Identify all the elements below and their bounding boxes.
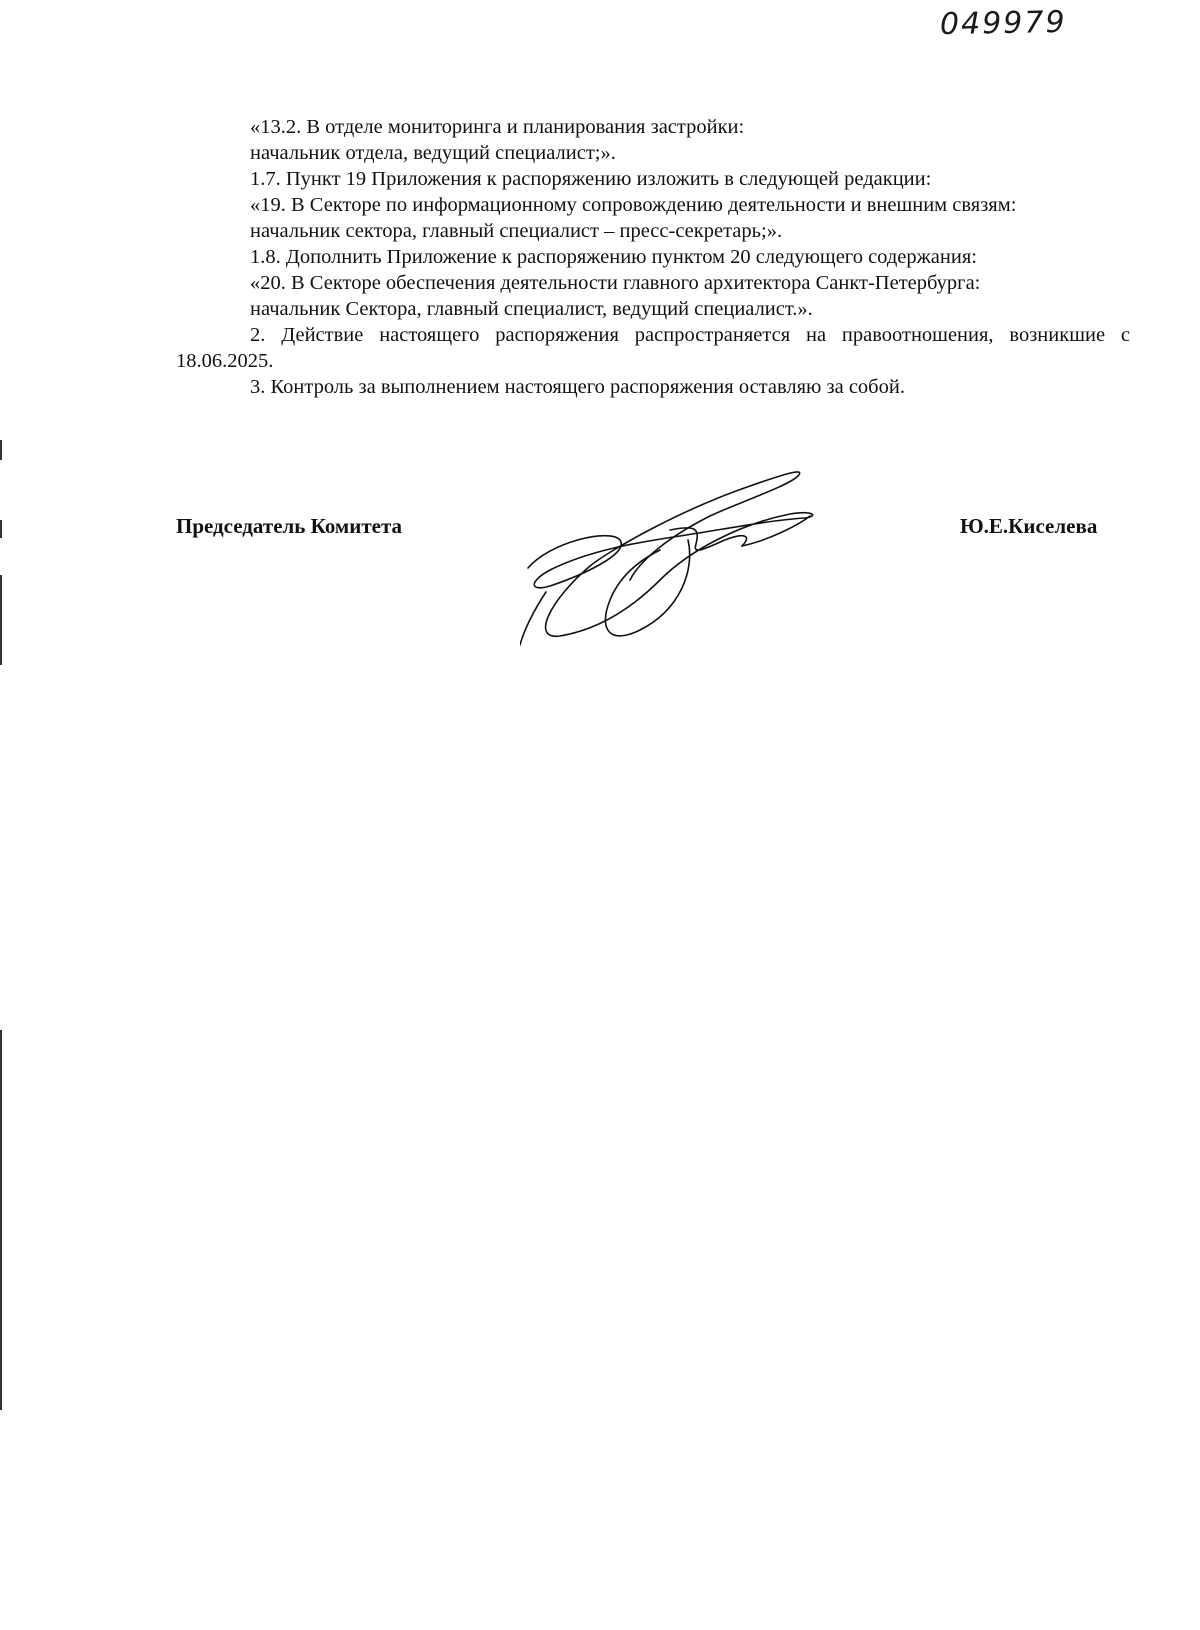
paragraph-1-7: 1.7. Пункт 19 Приложения к распоряжению изложить в следующей редакции: bbox=[250, 168, 932, 190]
paragraph-19: «19. В Секторе по информационному сопровождению деятельности и внешним связям: bbox=[250, 194, 1017, 216]
document-body bbox=[176, 114, 1130, 400]
paragraph-13-2: «13.2. В отделе мониторинга и планирования застройки: bbox=[250, 116, 745, 138]
signatory-title: Председатель Комитета bbox=[176, 514, 403, 538]
paragraph-3: 3. Контроль за выполнением настоящего распоряжения оставляю за собой. bbox=[250, 376, 905, 398]
paragraph-13-2-positions: начальник отдела, ведущий специалист;». bbox=[250, 142, 616, 164]
paragraph-1-8: 1.8. Дополнить Приложение к распоряжению пунктом 20 следующего содержания: bbox=[250, 246, 977, 268]
handwritten-document-number: 049979 bbox=[939, 4, 1067, 43]
paragraph-20: «20. В Секторе обеспечения деятельности главного архитектора Санкт-Петербурга: bbox=[250, 272, 981, 294]
signatory-name: Ю.Е.Киселева bbox=[960, 514, 1098, 538]
paragraph-19-positions: начальник сектора, главный специалист – пресс-секретарь;». bbox=[250, 220, 783, 242]
paragraph-2: 2. Действие настоящего распоряжения распространяется на правоотношения, возникшие с 18.06.2025. bbox=[176, 324, 1130, 372]
scan-margin-marks bbox=[0, 0, 4, 1630]
paragraph-20-positions: начальник Сектора, главный специалист, ведущий специалист.». bbox=[250, 298, 813, 320]
handwritten-signature bbox=[520, 470, 840, 670]
